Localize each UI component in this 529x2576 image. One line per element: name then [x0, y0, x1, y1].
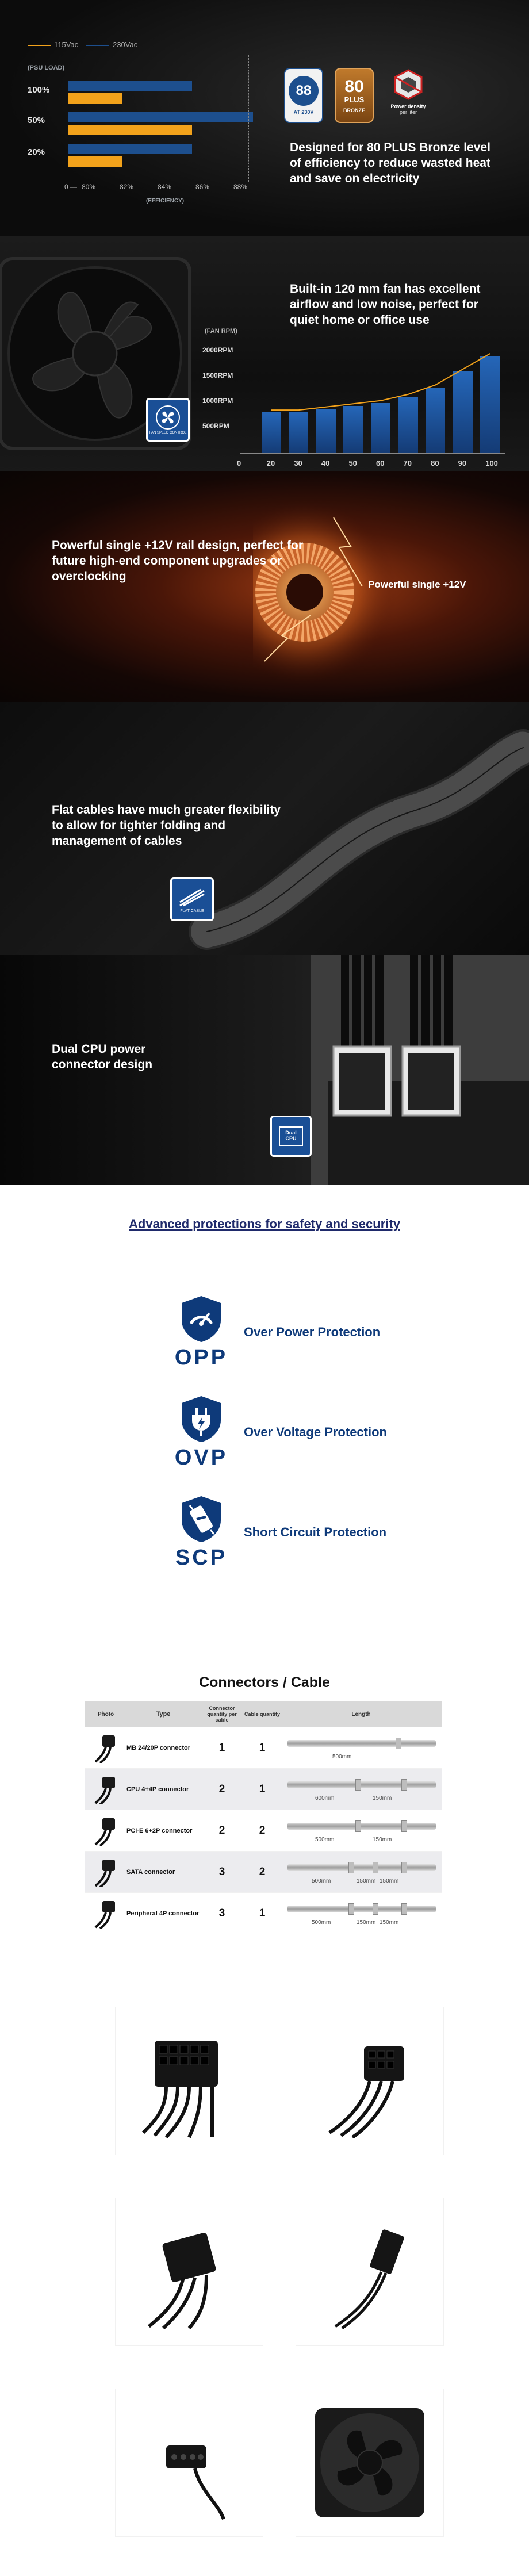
power-density-line2: per liter [399, 109, 417, 115]
fan-product-image [309, 2402, 430, 2523]
efficiency-bar-230vac-20 [68, 144, 192, 154]
cable-length-diagram [281, 1810, 442, 1851]
connector-segment [401, 1862, 407, 1873]
header-length: Length [351, 1711, 371, 1718]
connector-type: Peripheral 4P connector [126, 1910, 200, 1917]
connector-segment [401, 1820, 407, 1832]
scp-label: Short Circuit Protection [244, 1524, 387, 1539]
flat-cable-badge [170, 877, 214, 921]
photo-molex-connector [115, 2389, 263, 2537]
rail-headline: Powerful single +12V rail design, perfect for future high-end component upgrades or overclocking [52, 539, 304, 583]
dual-cpu-section [0, 954, 529, 1184]
fan-speed-badge [146, 398, 190, 442]
ovp-label: Over Voltage Protection [244, 1424, 387, 1439]
legend-230v-swatch [86, 45, 109, 46]
cable-quantity: 2 [259, 1865, 266, 1878]
fan-x-axis [240, 453, 505, 454]
bronze-badge-plus: PLUS [344, 95, 365, 104]
tick-84: 84% [158, 183, 172, 191]
header-connector-qty: Connector quantity per cable [207, 1705, 237, 1723]
y-axis-title: (PSU LOAD) [28, 64, 65, 71]
plus-badge-caption: AT 230V [293, 109, 314, 115]
length-label: 600mm [315, 1795, 335, 1801]
fan-x-tick-100: 100 [485, 459, 498, 467]
efficiency-bar-230vac-50 [68, 112, 253, 122]
fan-y-tick-1500: 1500RPM [202, 371, 233, 379]
opp-label: Over Power Protection [244, 1324, 381, 1339]
table-row [85, 1851, 442, 1893]
opp-shield-icon [178, 1294, 224, 1343]
connector-type: PCI-E 6+2P connector [126, 1827, 193, 1834]
connector-thumbnail [85, 1733, 126, 1763]
fan-y-axis-title: (FAN RPM) [205, 328, 237, 335]
x-axis-origin: 0 — [64, 183, 78, 191]
fan-x-tick-50: 50 [348, 459, 357, 467]
power-density-line1: Power density [390, 103, 426, 109]
plus-badge-number: 88 [289, 76, 319, 106]
opp-abbr: OPP [174, 1346, 228, 1370]
length-label: 500mm [315, 1837, 335, 1843]
ovp-abbr: OVP [174, 1446, 228, 1470]
fan-y-tick-500: 500RPM [202, 422, 229, 430]
length-label: 500mm [312, 1878, 331, 1884]
protections-title: Advanced protections for safety and security [129, 1217, 400, 1231]
dual-cpu-badge [270, 1116, 312, 1157]
fan-x-tick-40: 40 [321, 459, 330, 467]
fan-y-tick-2000: 2000RPM [202, 346, 233, 354]
fan-x-tick-90: 90 [458, 459, 467, 467]
connector-segment [401, 1779, 407, 1791]
connector-sata-image [312, 2214, 427, 2329]
connector-segment [396, 1738, 401, 1749]
rail-tag: Powerful single +12V [368, 579, 466, 590]
connector-quantity: 2 [218, 1782, 225, 1795]
bronze-badge-number: 80 [344, 76, 364, 96]
fan-x-tick-0: 0 [237, 459, 241, 467]
photo-fan [296, 2389, 444, 2537]
fan-x-tick-80: 80 [431, 459, 439, 467]
connectors-title: Connectors / Cable [199, 1674, 330, 1690]
connector-quantity: 3 [218, 1865, 225, 1878]
protection-scp [172, 1494, 386, 1570]
ovp-shield-icon [178, 1394, 224, 1443]
fan-headline: Built-in 120 mm fan has excellent airflow and low noise, perfect for quiet home or office use [290, 282, 481, 327]
efficiency-bar-115vac-50 [68, 125, 192, 135]
tick-86: 86% [195, 183, 210, 191]
legend-115v-label: 115Vac [54, 40, 79, 49]
protection-ovp [172, 1394, 387, 1470]
table-row [85, 1810, 442, 1851]
connector-segment [355, 1779, 361, 1791]
photo-sata-connector [296, 2198, 444, 2346]
length-label: 150mm [379, 1919, 399, 1926]
fan-x-tick-60: 60 [376, 459, 385, 467]
length-label: 150mm [356, 1878, 376, 1884]
cable-line [288, 1781, 436, 1788]
plus-efficiency-badge [284, 68, 323, 123]
header-cable-qty: Cable quantity [244, 1711, 280, 1717]
cable-length-diagram [281, 1893, 442, 1934]
header-type: Type [156, 1711, 171, 1718]
photo-8pin-connector [296, 2007, 444, 2155]
flat-cable-section [0, 702, 529, 954]
cable-quantity: 2 [259, 1824, 266, 1837]
connector-molex-image [132, 2405, 247, 2520]
bronze-badge [335, 68, 374, 123]
x-axis-title: (EFFICIENCY) [146, 198, 185, 204]
target-line [248, 55, 249, 182]
fan-x-tick-70: 70 [403, 459, 412, 467]
fan-icon [155, 405, 181, 430]
connector-thumbnail [85, 1816, 126, 1846]
length-label: 500mm [332, 1754, 352, 1760]
dual-cpu-headline: Dual CPU power connector design [52, 1042, 153, 1071]
tick-82: 82% [120, 183, 134, 191]
bronze-badge-label: BRONZE [343, 107, 365, 113]
fan-rpm-chart [258, 328, 504, 453]
connector-segment [373, 1862, 378, 1873]
connector-24pin-image [132, 2023, 247, 2138]
connector-thumbnail [85, 1857, 126, 1887]
connectors-table [85, 1701, 442, 1934]
table-row [85, 1769, 442, 1810]
efficiency-bar-230vac-100 [68, 80, 192, 91]
connector-pcie-image [132, 2214, 247, 2329]
photo-24pin-connector [115, 2007, 263, 2155]
cable-length-diagram [281, 1851, 442, 1892]
efficiency-headline: Designed for 80 PLUS Bronze level of efficiency to reduce wasted heat and save on electricity [290, 141, 490, 185]
length-label: 150mm [373, 1795, 392, 1801]
connector-8pin-image [312, 2023, 427, 2138]
cable-length-diagram [281, 1727, 442, 1768]
cable-line [288, 1740, 436, 1747]
connector-quantity: 1 [218, 1741, 225, 1754]
cable-quantity: 1 [259, 1782, 266, 1795]
connector-segment [373, 1903, 378, 1915]
fan-x-tick-20: 20 [266, 459, 275, 467]
legend-230v-label: 230Vac [113, 40, 138, 49]
connector-type: CPU 4+4P connector [126, 1785, 189, 1793]
cable-quantity: 1 [259, 1741, 266, 1754]
cable-length-diagram [281, 1769, 442, 1810]
scp-shield-icon [178, 1494, 224, 1543]
connector-segment [348, 1903, 354, 1915]
cpu-connector-image [310, 954, 529, 1184]
connector-segment [401, 1903, 407, 1915]
connector-quantity: 3 [218, 1907, 225, 1919]
length-label: 500mm [312, 1919, 331, 1926]
cable-line [288, 1823, 436, 1830]
power-density-badge [385, 68, 431, 125]
cable-line [288, 1864, 436, 1871]
flat-cable-icon [178, 886, 206, 908]
fan-x-tick-30: 30 [294, 459, 302, 467]
efficiency-bar-115vac-100 [68, 93, 122, 103]
row-label-50: 50% [28, 116, 45, 125]
photo-pcie-connector [115, 2198, 263, 2346]
flat-cable-caption: FLAT CABLE [180, 908, 204, 913]
rail-section [0, 471, 529, 702]
fan-icon-caption: FAN SPEED CONTROL [149, 431, 187, 435]
connector-type: MB 24/20P connector [126, 1744, 191, 1751]
length-label: 150mm [373, 1837, 392, 1843]
connector-segment [348, 1862, 354, 1873]
efficiency-bar-115vac-20 [68, 156, 122, 167]
row-label-20: 20% [28, 147, 45, 157]
fan-section [0, 236, 529, 471]
table-row [85, 1893, 442, 1934]
connector-segment [355, 1820, 361, 1832]
dual-cpu-chip-icon: Dual CPU [279, 1126, 303, 1146]
legend-115v-swatch [28, 45, 51, 46]
connector-type: SATA connector [126, 1868, 175, 1876]
scp-abbr: SCP [175, 1546, 228, 1570]
fan-trend-line [258, 328, 504, 453]
fan-y-tick-1000: 1000RPM [202, 397, 233, 405]
length-label: 150mm [379, 1878, 399, 1884]
cube-icon [392, 68, 425, 101]
toroid-coil-image [253, 494, 494, 690]
table-body [85, 1727, 442, 1934]
table-row [85, 1727, 442, 1769]
table-header [85, 1701, 442, 1727]
connector-quantity: 2 [218, 1824, 225, 1837]
tick-88: 88% [233, 183, 248, 191]
flat-cable-headline: Flat cables have much greater flexibility to allow for tighter folding and management of cables [52, 803, 281, 848]
protection-opp [172, 1294, 380, 1370]
header-photo: Photo [97, 1711, 114, 1718]
length-label: 150mm [356, 1919, 376, 1926]
connector-thumbnail [85, 1774, 126, 1804]
cable-line [288, 1906, 436, 1912]
row-label-100: 100% [28, 85, 50, 95]
cable-quantity: 1 [259, 1907, 266, 1919]
efficiency-section [0, 0, 529, 236]
tick-80: 80% [82, 183, 96, 191]
connector-thumbnail [85, 1899, 126, 1929]
